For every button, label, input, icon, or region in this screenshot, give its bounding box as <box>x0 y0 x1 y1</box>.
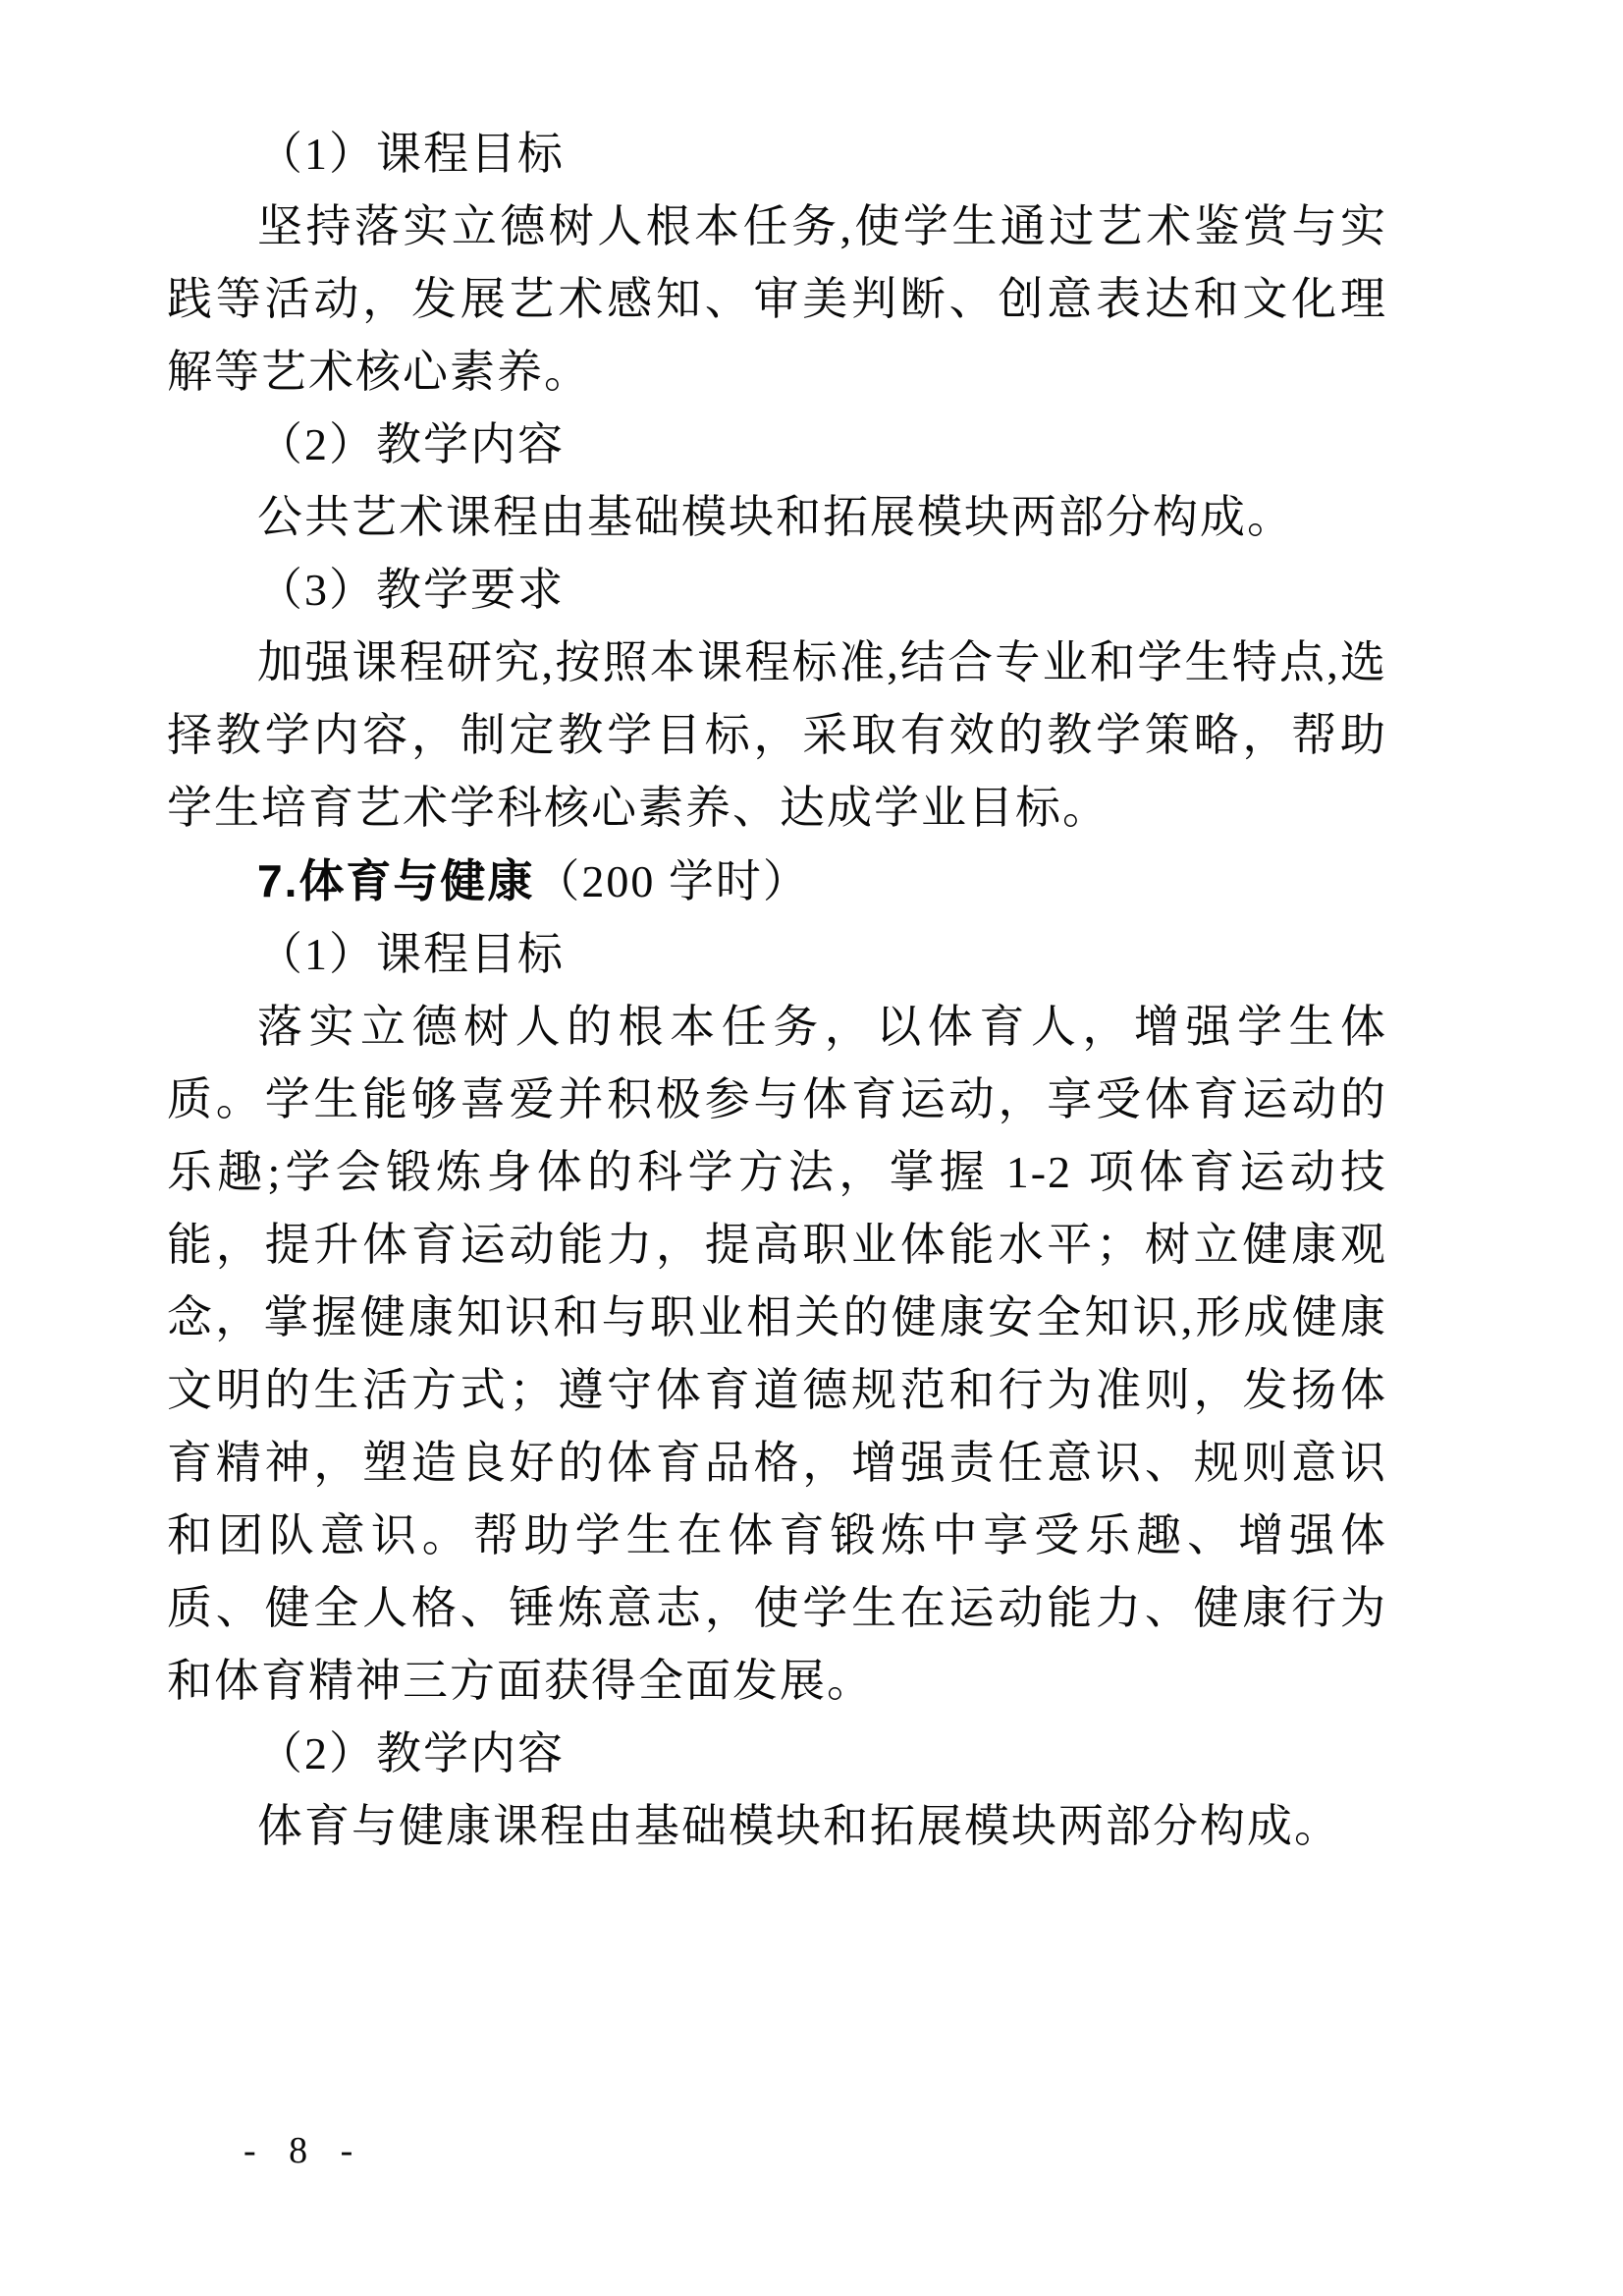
art-course-goal-heading: （1）课程目标 <box>257 129 565 179</box>
pe-teaching-content-paragraph: 体育与健康课程由基础模块和拓展模块两部分构成。 <box>257 1801 1341 1851</box>
pe-section-heading <box>167 845 1387 918</box>
art-teaching-requirement-paragraph: 加强课程研究,按照本课程标准,结合专业和学生特点,选择教学内容，制定教学目标，采取有效的教学策略，帮助学生培育艺术学科核心素养、达成学业目标。 <box>167 637 1387 833</box>
page-number: - 8 - <box>243 2130 365 2171</box>
art-teaching-content-paragraph: 公共艺术课程由基础模块和拓展模块两部分构成。 <box>257 492 1294 542</box>
art-teaching-content-heading: （2）教学内容 <box>257 419 565 469</box>
pe-teaching-content-heading: （2）教学内容 <box>257 1728 565 1778</box>
document-body-text <box>167 118 1387 1863</box>
art-course-goal-paragraph: 坚持落实立德树人根本任务,使学生通过艺术鉴赏与实践等活动，发展艺术感知、审美判断、创意表达和文化理解等艺术核心素养。 <box>167 201 1387 397</box>
art-teaching-requirement-heading: （3）教学要求 <box>257 565 565 615</box>
pe-course-goal-heading: （1）课程目标 <box>257 929 565 979</box>
pe-section-heading-bold: 7.体育与健康 <box>257 855 535 906</box>
pe-section-heading-hours: （200 学时） <box>534 856 810 906</box>
pe-course-goal-paragraph: 落实立德树人的根本任务，以体育人，增强学生体质。学生能够喜爱并积极参与体育运动，享受体育运动的乐趣;学会锻炼身体的科学方法，掌握 1-2 项体育运动技能，提升体育运动能力，提高职业体能水平；树立健康观念，掌握健康知识和与职业相关的健康安全知识,形成健康文明的生活方式；遵守体育道德规范和行为准则，发扬体育精神，塑造良好的体育品格，增强责任意识、规则意识和团队意识。帮助学生在体育锻炼中享受乐趣、增强体质、健全人格、锤炼意志，使学生在运动能力、健康行为和体育精神三方面获得全面发展。 <box>167 1002 1387 1706</box>
